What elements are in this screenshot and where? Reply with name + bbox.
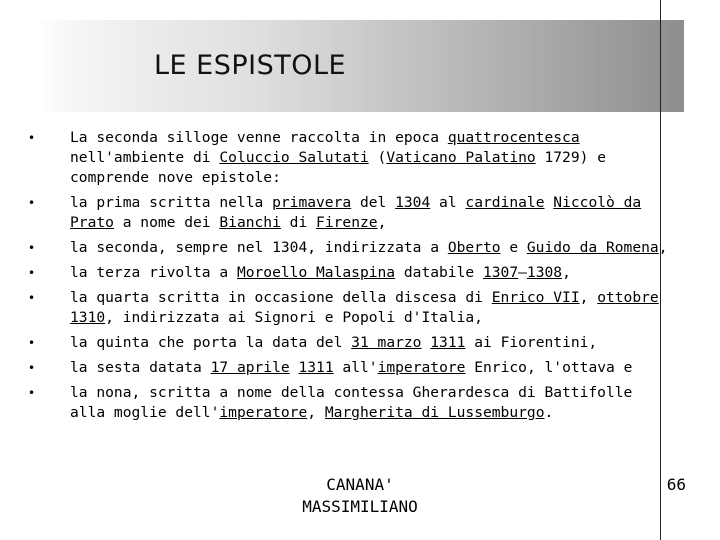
bullet-link[interactable]: Niccolò da Prato [70, 194, 642, 231]
bullet-text: la sesta datata [70, 359, 211, 376]
bullet-link[interactable]: 1307 [482, 264, 519, 281]
bullet-link[interactable]: Bianchi [219, 214, 281, 231]
bullet-text: , [579, 289, 598, 306]
bullet-item [28, 193, 668, 233]
bullet-link[interactable]: ottobre [597, 289, 659, 306]
bullet-text: databile [395, 264, 483, 281]
bullet-link[interactable]: cardinale [465, 194, 545, 211]
bullet-link[interactable]: Margherita di Lussemburgo [324, 404, 545, 421]
bullet-text: la quarta scritta in occasione della discesa di [70, 289, 492, 306]
bullet-link[interactable]: 31 marzo [351, 334, 422, 351]
bullet-link[interactable]: Guido da Romena [526, 239, 659, 256]
bullet-link[interactable]: quattrocentesca [447, 129, 580, 146]
bullet-text: nell'ambiente di [70, 149, 220, 166]
footer-author [270, 474, 450, 518]
bullet-item [28, 288, 668, 328]
bullet-text: la nona, scritta a nome della contessa Gherardesca di Battifolle alla moglie dell' [70, 384, 633, 421]
bullet-link[interactable]: 17 aprile [210, 359, 290, 376]
bullet-text: all' [333, 359, 378, 376]
bullet-text: la prima scritta nella [70, 194, 273, 211]
bullet-link[interactable]: Oberto [447, 239, 501, 256]
bullet-text: , [377, 214, 387, 231]
bullet-item [28, 238, 668, 258]
bullet-text: 1729) e comprende nove epistole: [70, 149, 606, 186]
bullet-link[interactable]: imperatore [377, 359, 466, 376]
bullet-link[interactable]: 1308 [526, 264, 563, 281]
bullet-text: ai Fiorentini, [465, 334, 598, 351]
bullet-item [28, 263, 668, 283]
bullet-link[interactable]: primavera [272, 194, 352, 211]
bullet-link[interactable]: Moroello Malaspina [236, 264, 396, 281]
bullet-item [28, 333, 668, 353]
bullet-link[interactable]: 1311 [430, 334, 466, 351]
bullet-link[interactable]: Enrico VII [491, 289, 580, 306]
bullet-text: la terza rivolta a [70, 264, 237, 281]
bullet-link[interactable]: Coluccio Salutati [219, 149, 369, 166]
bullet-text: , indirizzata ai Signori e Popoli d'Italia, [105, 309, 483, 326]
bullet-text [421, 334, 430, 351]
bullet-text: La seconda silloge venne raccolta in epoca [70, 129, 448, 146]
bullet-link[interactable]: Vaticano Palatino [386, 149, 536, 166]
bullet-link[interactable]: imperatore [219, 404, 308, 421]
bullet-text: la quinta che porta la data del [70, 334, 352, 351]
page-number: 66 [666, 475, 686, 494]
footer-author-line1: CANANA' [326, 475, 394, 494]
bullet-text: , [562, 264, 571, 281]
bullet-text: ( [368, 149, 387, 166]
bullet-link[interactable]: 1310 [70, 309, 106, 326]
title-banner [36, 20, 684, 112]
bullet-text: di [280, 214, 317, 231]
footer-author-line2: MASSIMILIANO [302, 497, 418, 516]
bullet-text: e [500, 239, 527, 256]
bullet-link[interactable]: 1304 [395, 194, 431, 211]
bullet-text: al [430, 194, 466, 211]
bullet-item [28, 358, 668, 378]
bullet-text: . [544, 404, 554, 421]
bullet-text: , [307, 404, 325, 421]
bullet-text: Enrico, l'ottava e [465, 359, 633, 376]
bullet-text: del [351, 194, 396, 211]
bullet-list [28, 128, 668, 428]
slide-title: LE ESPISTOLE [154, 50, 347, 81]
bullet-text: , [658, 239, 668, 256]
bullet-text [545, 194, 554, 211]
bullet-link[interactable]: Firenze [316, 214, 378, 231]
bullet-text: a nome dei [113, 214, 220, 231]
bullet-text: – [518, 264, 527, 281]
bullet-item [28, 128, 668, 188]
bullet-item [28, 383, 668, 423]
bullet-text: la seconda, sempre nel 1304, indirizzata a [70, 239, 448, 256]
bullet-link[interactable]: 1311 [298, 359, 334, 376]
